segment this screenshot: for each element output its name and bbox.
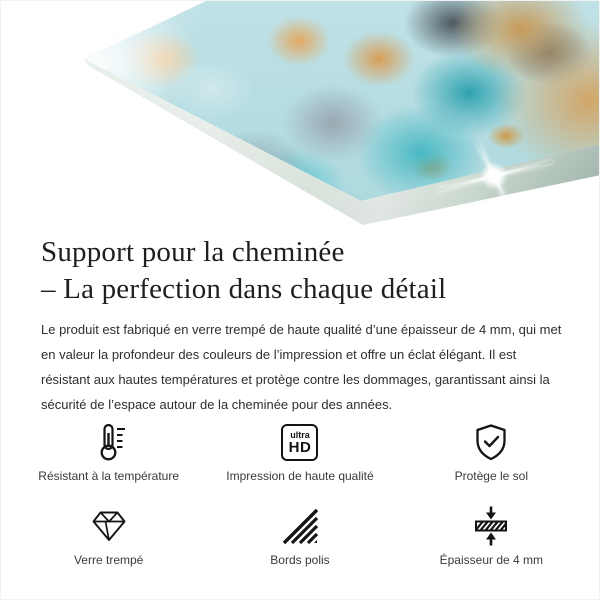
feature-label: Bords polis: [270, 553, 330, 567]
feature-label: Impression de haute qualité: [226, 469, 374, 483]
polished-edges-icon: [204, 504, 395, 548]
feature-label: Verre trempé: [73, 553, 144, 567]
product-description: Le produit est fabriqué en verre trempé de haute qualité d’une épaisseur de 4 mm, qui met en valeur la profondeur des couleurs de l’impression et offre un éclat élégant. Il est résistant aux hautes températures et protège contre les dommages, garantissant ainsi la sécurité de l’espace autour de la cheminée pour des années.: [41, 322, 562, 412]
thermometer-icon: [13, 420, 204, 464]
feature-floor-protection: [396, 420, 587, 483]
uhd-badge-top: ultra: [290, 429, 310, 440]
feature-tempered-glass: [13, 504, 204, 567]
thickness-icon: [396, 504, 587, 548]
title-line-1: Support pour la cheminée: [41, 236, 345, 268]
feature-grid: [1, 420, 599, 567]
glass-panel-artwork: [1, 1, 600, 229]
page-title: [41, 234, 559, 308]
feature-label: Épaisseur de 4 mm: [439, 553, 544, 567]
feature-temperature: [13, 420, 204, 483]
diamond-icon: [13, 504, 204, 548]
hero-product-photo: [1, 1, 600, 229]
shield-check-icon: [396, 420, 587, 464]
feature-label: Protège le sol: [454, 469, 529, 483]
content-section: [1, 234, 599, 417]
feature-print-quality: [204, 420, 395, 483]
feature-polished-edges: [204, 504, 395, 567]
uhd-badge-bottom: HD: [288, 438, 312, 456]
feature-label: Résistant à la température: [38, 469, 180, 483]
feature-thickness: [396, 504, 587, 567]
title-line-2: – La perfection dans chaque détail: [41, 273, 447, 305]
ultra-hd-icon: [204, 420, 395, 464]
